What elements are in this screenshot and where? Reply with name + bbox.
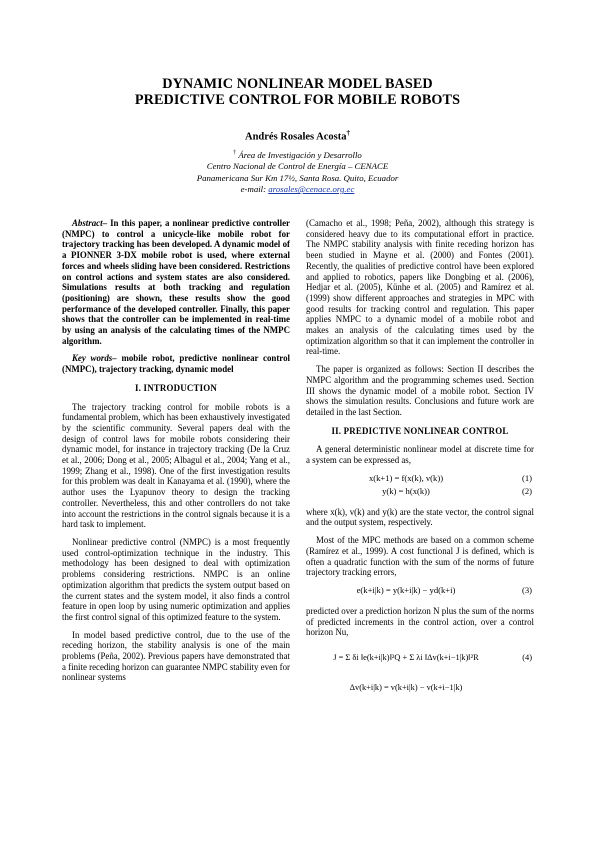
- intro-paragraph-1: The trajectory tracking control for mobile robots is a fundamental problem, which has been exhaustively investigated by the scientific community. Several papers deal with the design of control laws for mobile robots considering their dynamic model, for instance in trajectory tracking (De la Cruz et al., 2006; Dong et al., 2005; Albagul et al., 2004; Yang et al., 1999; Zhang et al., 1998). One of the first investigation results for this problem was dealt in Kanayama et al. (1990), where the author uses the Lyapunov theory to design the tracking controller. Nevertheless, this and other controllers do not take into account the restrictions in the control signals because it is a hard task to implement.: [62, 401, 290, 530]
- keywords: [62, 353, 290, 374]
- affiliation-line-1: Área de Investigación y Desarrollo: [238, 149, 362, 160]
- author: [0, 129, 595, 143]
- nmpc-paragraph-2: where x(k), v(k) and y(k) are the state vector, the control signal and the output system, respectively.: [306, 506, 534, 528]
- intro-organization: The paper is organized as follows: Section II describes the NMPC algorithm and the programming schemes used. Section III shows the dynamic model of a mobile robot. Section IV shows the simulation results. Conclusions and future work are detailed in the last Section.: [306, 364, 534, 417]
- equation-4: [306, 645, 534, 677]
- intro-continuation: (Camacho et al., 1998; Peña, 2002), although this strategy is considered heavy due to its computational effort in practice. The NMPC stability analysis with finite receding horizon has been studied in Mayne et al. (2000) and Fontes (2001). Recently, the qualities of predictive control have been explored and applied to robotics, papers like Dongbing et al. (2006), Hedjar et al. (2005), Künhe et al. (2005) and Ramírez et al. (1999) show different approaches and strategies in MPC with good results for tracking control and regulation. This paper applies NMPC to a dynamic model of a mobile robot and makes an analysis of the calculating times used by the optimization algorithm so that it can implement the controller in real-time.: [306, 218, 534, 357]
- intro-paragraph-3: In model based predictive control, due to the use of the receding horizon, the stability analysis is one of the main problems (Peña, 2002). Previous papers have demonstrated that a finite receding horizon can guarantee NMPC stability even for nonlinear systems: [62, 629, 290, 683]
- equation-4-delta-body: Δv(k+i|k) = v(k+i|k) − v(k+i−1|k): [349, 683, 463, 693]
- intro-paragraph-2: Nonlinear predictive control (NMPC) is a most frequently used control-optimization technique in the industry. This methodology has been designed to deal with optimization problems considering restrictions. NMPC is an online optimization algorithm that predicts the system output based on the current states and the system model, it also finds a control feature in open loop by using numeric optimization and applies the first control signal of this optimized feature to the system.: [62, 536, 290, 622]
- abstract-text: In this paper, a nonlinear predictive controller (NMPC) to control a unicycle-like mobile robot for trajectory tracking has been developed. A dynamic model of a PIONNER 3-DX mobile robot is used, where external forces and wheels sliding have been considered. Restrictions on control actions and system states are also considered. Simulations results at both tracking and regulation (positioning) are shown, these results show the good performance of the developed controller. Finally, this paper shows that the controller can be implemented in real-time by using an analysis of the calculating times of the NMPC algorithm.: [62, 218, 290, 346]
- equation-4-delta: [306, 683, 534, 697]
- equation-3-number: (3): [521, 584, 532, 595]
- affiliation-line-3: Panamericana Sur Km 17½, Santa Rosa. Quito, Ecuador: [196, 172, 399, 183]
- keywords-text: mobile robot, predictive nonlinear control (NMPC), trajectory tracking, dynamic model: [62, 353, 290, 375]
- affiliation: [0, 148, 595, 196]
- nmpc-paragraph-3: Most of the MPC methods are based on a common scheme (Ramírez et al., 1999). A cost functional J is defined, which is often a quadratic function with the sum of the norms of future trajectory tracking errors,: [306, 535, 534, 578]
- affiliation-email-row: [0, 184, 595, 195]
- equation-2: [306, 486, 534, 499]
- email-link[interactable]: arosales@cenace.org.ec: [268, 184, 355, 195]
- affiliation-line-2: Centro Nacional de Control de Energía – CENACE: [206, 161, 389, 172]
- paper-title: [0, 76, 595, 108]
- equation-3: [306, 585, 534, 598]
- section-heading-predictive: II. PREDICTIVE NONLINEAR CONTROL: [331, 425, 509, 436]
- author-mark: †: [346, 129, 350, 137]
- left-column: [62, 218, 290, 690]
- equation-4-body: J = Σ δi ‖e(k+i|k)‖²Q + Σ λi ‖Δv(k+i−1|k)‖²R: [333, 653, 479, 663]
- right-column: [306, 218, 534, 697]
- title-line-2: PREDICTIVE CONTROL FOR MOBILE ROBOTS: [134, 92, 461, 108]
- title-line-1: DYNAMIC NONLINEAR MODEL BASED: [162, 76, 433, 92]
- nmpc-paragraph-1: A general deterministic nonlinear model at discrete time for a system can be expressed as,: [306, 444, 534, 466]
- affiliation-row-1: [0, 148, 595, 161]
- equation-4-number: (4): [522, 653, 532, 663]
- equation-2-number: (2): [521, 485, 532, 496]
- abstract: [62, 218, 290, 346]
- equation-1: [306, 473, 534, 486]
- keywords-label: Key words–: [72, 353, 117, 364]
- equation-1-body: x(k+1) = f(x(k), v(k)): [368, 472, 444, 483]
- equation-2-body: y(k) = h(x(k)): [382, 485, 430, 496]
- equation-1-number: (1): [521, 472, 532, 483]
- author-name: Andrés Rosales Acosta: [245, 131, 347, 143]
- abstract-label: Abstract–: [72, 218, 108, 228]
- nmpc-paragraph-4: predicted over a prediction horizon N plus the sum of the norms of predicted increments in the control action, over a control horizon Nu,: [306, 605, 534, 638]
- equation-3-body: e(k+i|k) = y(k+i|k) − yd(k+i): [356, 584, 456, 595]
- email-label: e-mail:: [240, 184, 269, 195]
- section-heading-introduction: I. INTRODUCTION: [135, 382, 217, 393]
- affiliation-mark: †: [233, 150, 237, 156]
